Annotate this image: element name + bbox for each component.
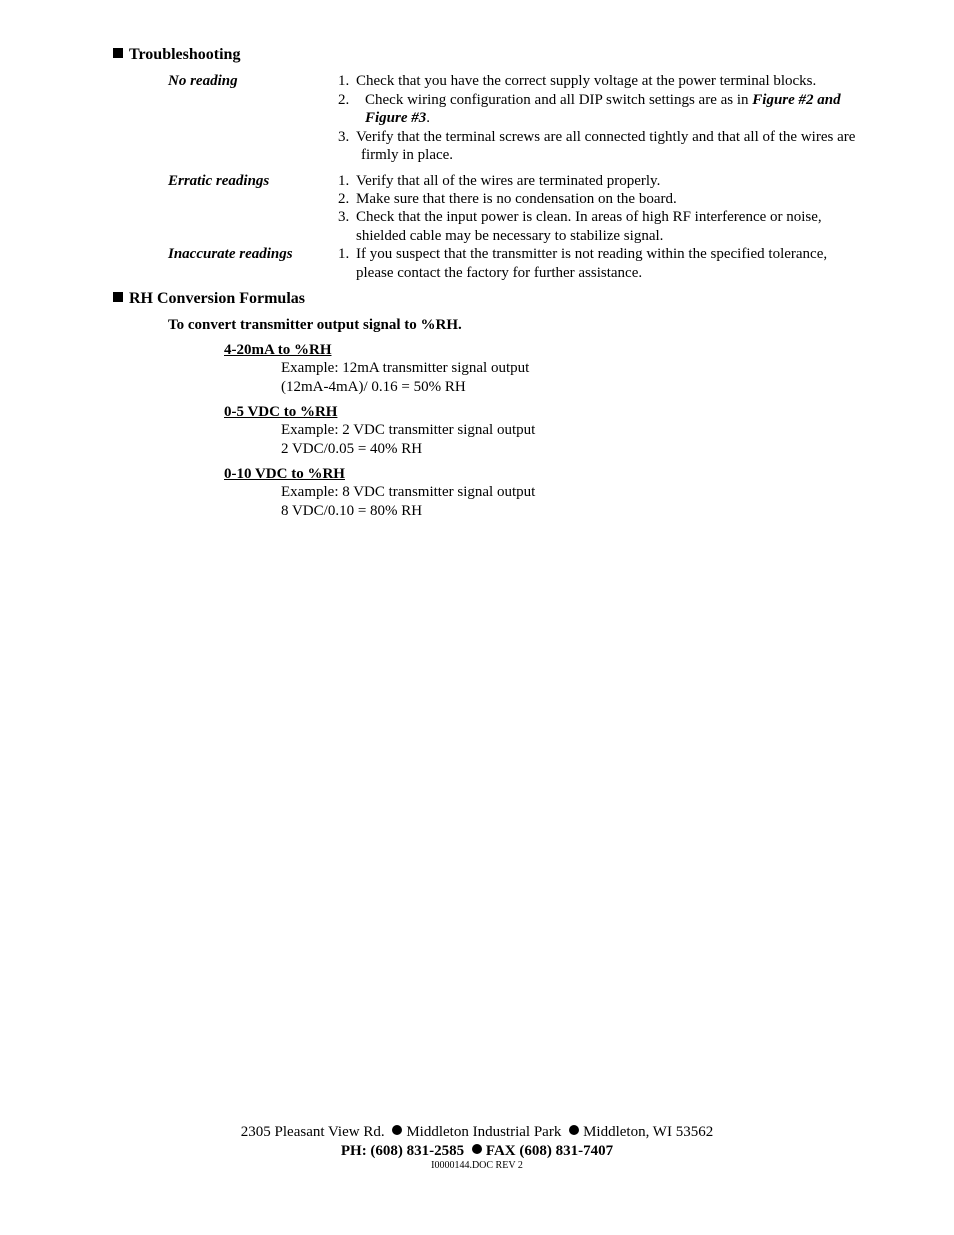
list-item-text: firmly in place. [361, 147, 454, 163]
formula-title-0-10vdc: 0-10 VDC to %RH [224, 466, 345, 482]
list-item-text: Check that the input power is clean. In areas of high RF interference or noise, [356, 209, 822, 225]
rh-conversion-heading: RH Conversion Formulas [113, 290, 305, 308]
formula-title-4-20ma: 4-20mA to %RH [224, 342, 332, 358]
label-inaccurate-readings: Inaccurate readings [168, 246, 293, 262]
troubleshooting-heading: Troubleshooting [113, 46, 240, 64]
formula-example: Example: 8 VDC transmitter signal output [281, 484, 536, 500]
list-item: 2. [338, 191, 350, 207]
list-item-text: Verify that the terminal screws are all connected tightly and that all of the wires are [356, 129, 856, 145]
formula-calc: (12mA-4mA)/ 0.16 = 50% RH [281, 379, 466, 395]
list-item-text: Check wiring configuration and all DIP switch settings are as in Figure #2 and [365, 92, 841, 108]
formula-example: Example: 2 VDC transmitter signal output [281, 422, 536, 438]
list-item: 2. [338, 92, 350, 108]
list-item: 1. [338, 73, 350, 89]
square-bullet-icon [113, 292, 123, 302]
list-item-text: If you suspect that the transmitter is not reading within the specified tolerance, [356, 246, 828, 262]
square-bullet-icon [113, 48, 123, 58]
formula-calc: 8 VDC/0.10 = 80% RH [281, 503, 423, 519]
circle-bullet-icon [472, 1144, 482, 1154]
formula-calc: 2 VDC/0.05 = 40% RH [281, 441, 423, 457]
footer-contact: PH: (608) 831-2585 FAX (608) 831-7407 [340, 1143, 614, 1159]
list-item: 3. [338, 129, 350, 145]
circle-bullet-icon [569, 1125, 579, 1135]
formula-title-0-5vdc: 0-5 VDC to %RH [224, 404, 338, 420]
list-item: 1. [338, 246, 350, 262]
list-item-text: Make sure that there is no condensation on the board. [356, 191, 677, 207]
label-erratic-readings: Erratic readings [168, 173, 270, 189]
list-item-text: shielded cable may be necessary to stabilize signal. [356, 228, 664, 244]
list-item-text: Check that you have the correct supply voltage at the power terminal blocks. [356, 73, 817, 89]
rh-subheading: To convert transmitter output signal to %RH. [168, 317, 462, 333]
footer-doc-id: I0000144.DOC REV 2 [431, 1160, 523, 1171]
label-no-reading: No reading [168, 73, 238, 89]
circle-bullet-icon [392, 1125, 402, 1135]
footer-address: 2305 Pleasant View Rd. Middleton Industrial Park Middleton, WI 53562 [240, 1124, 714, 1140]
list-item-text: Verify that all of the wires are terminated properly. [356, 173, 661, 189]
list-item-text: please contact the factory for further assistance. [356, 265, 643, 281]
list-item: 3. [338, 209, 350, 225]
formula-example: Example: 12mA transmitter signal output [281, 360, 530, 376]
list-item-text: Figure #3. [365, 110, 431, 126]
list-item: 1. [338, 173, 350, 189]
